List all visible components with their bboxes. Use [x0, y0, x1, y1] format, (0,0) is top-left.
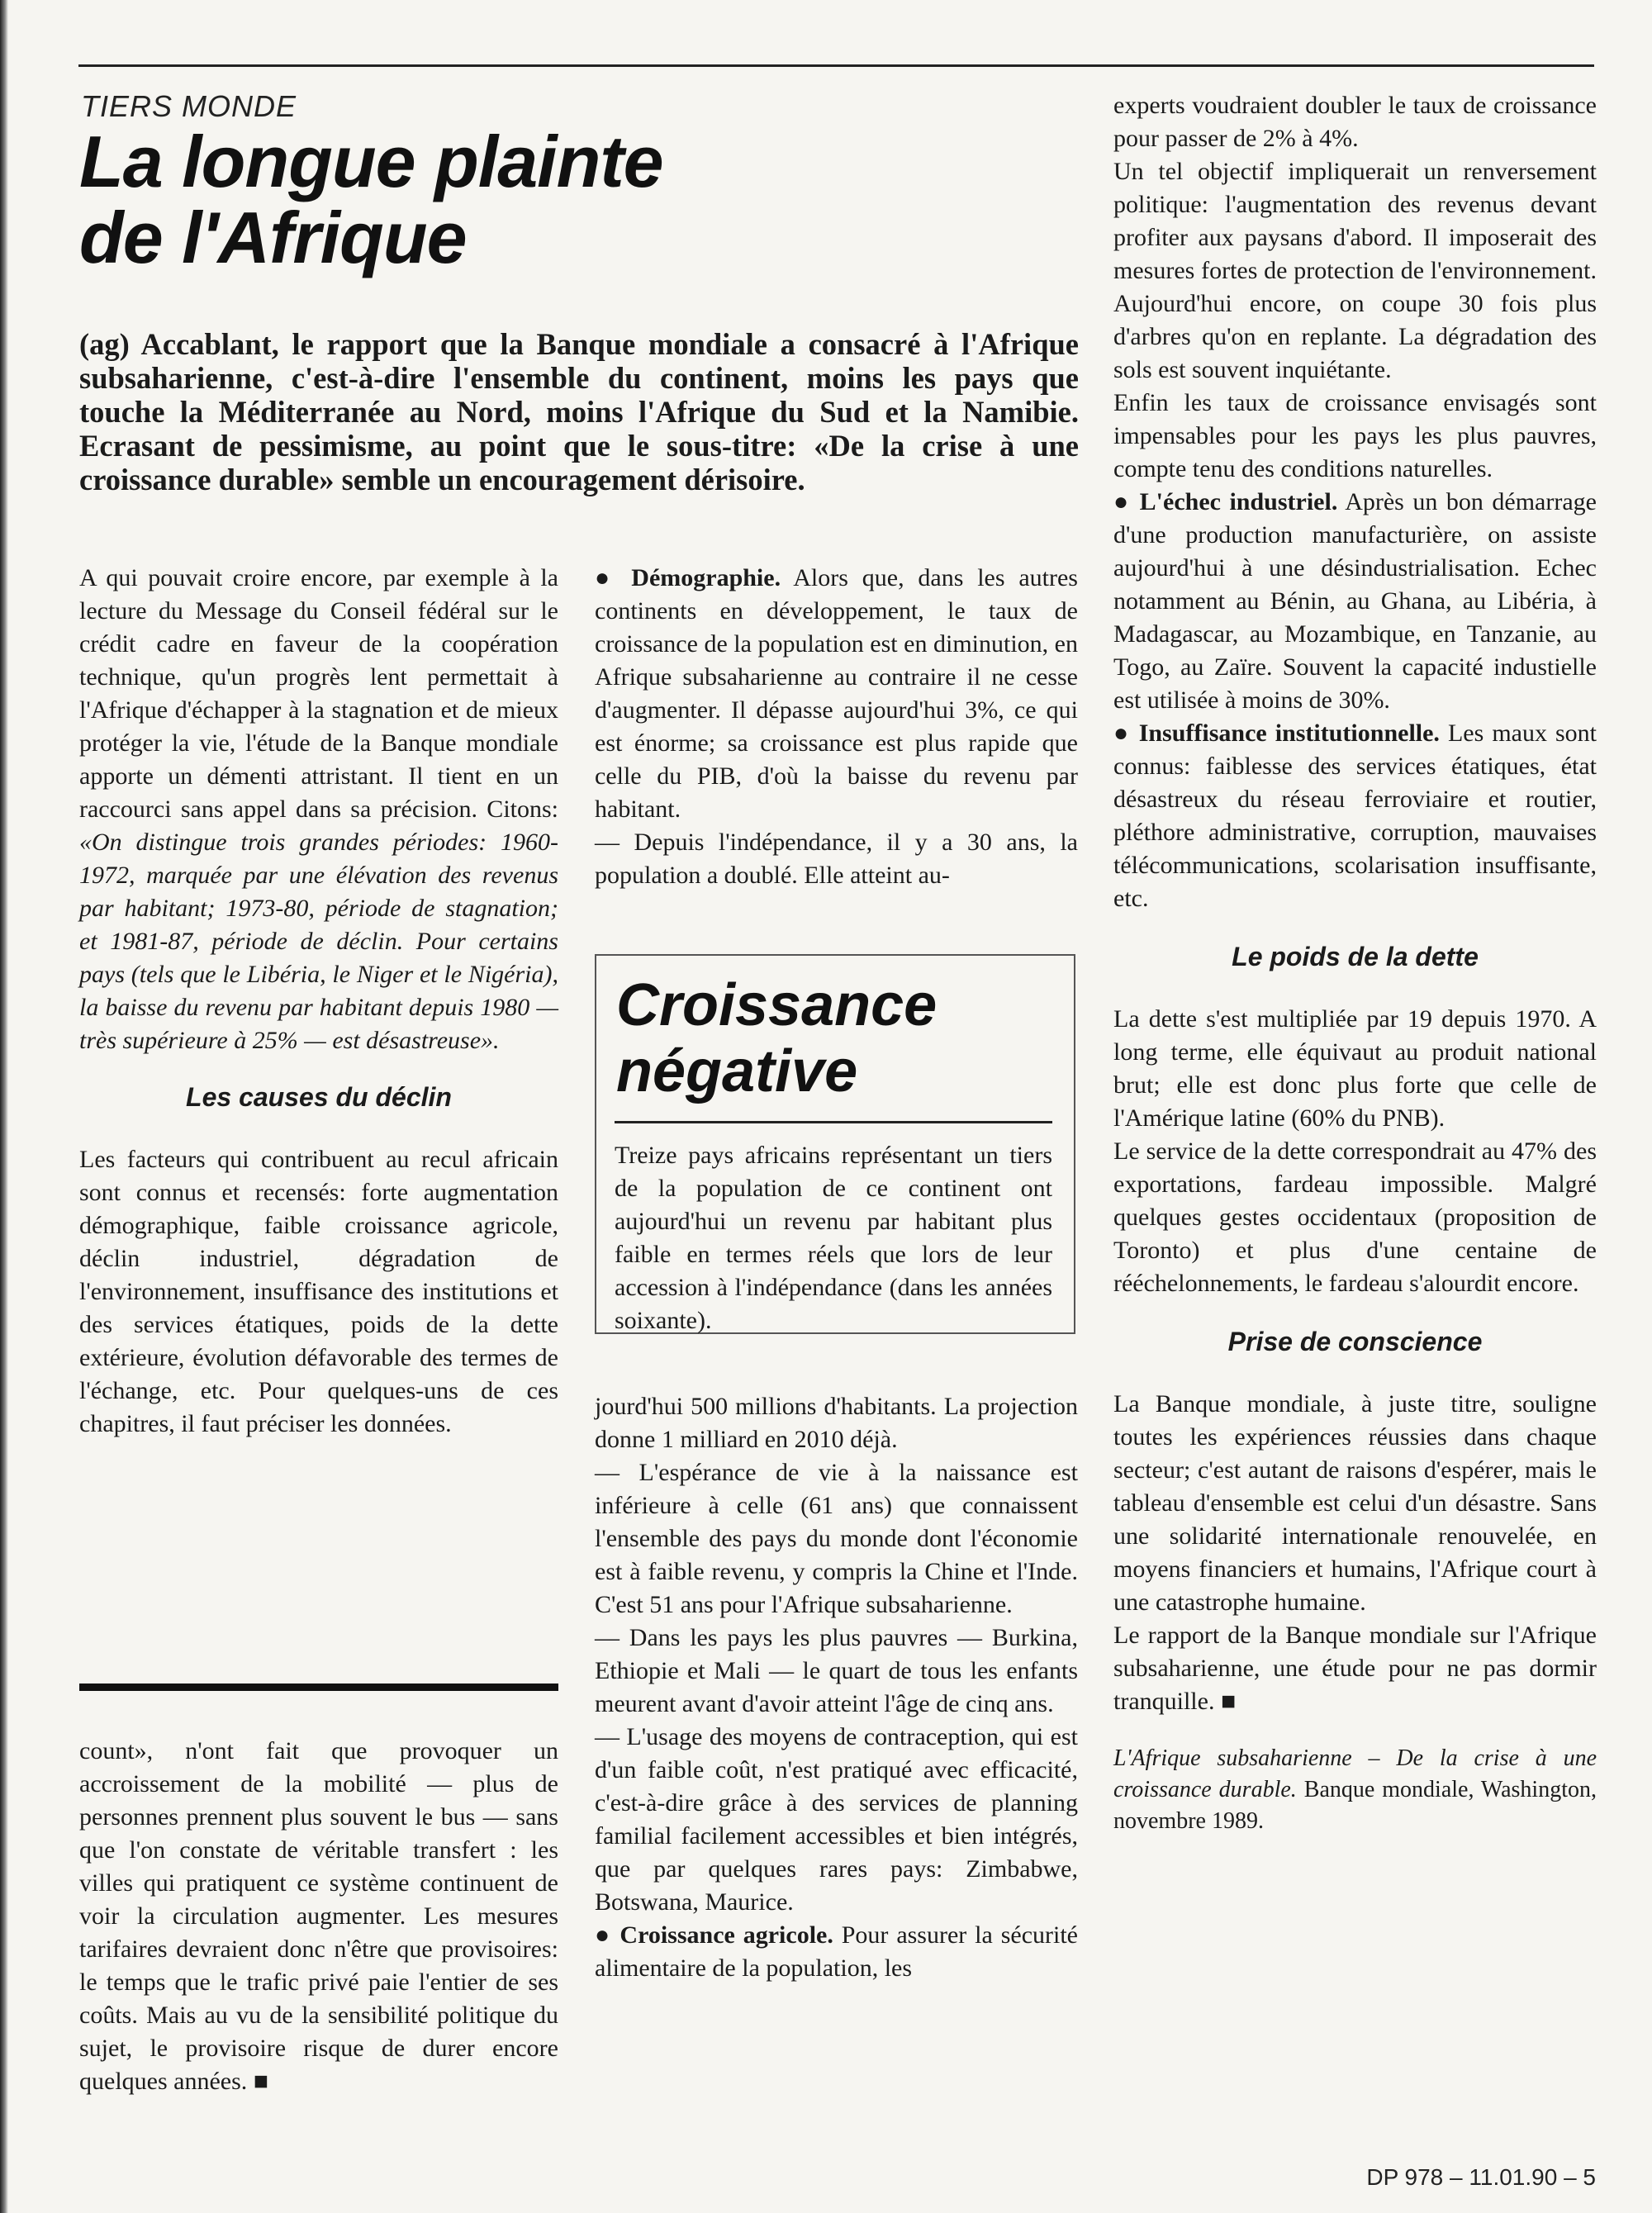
box-title-line-1: Croissance [616, 972, 938, 1038]
subheading-causes: Les causes du déclin [186, 1082, 452, 1112]
col1-paragraph-1 [79, 562, 558, 1057]
column-3 [1113, 89, 1597, 1837]
col3-p2: Un tel objectif impliquerait un renversement politique: l'augmentation des revenus devant profiter aux paysans d'abord. Il imposerait des mesures fortes de protection de l'environnement. Aujourd'hui encore, on coupe 30 fois plus d'arbres qu'on en replante. La dégradation des sols est souvent inquiétante. [1113, 158, 1597, 383]
col1-paragraph-2: Les facteurs qui contribuent au recul africain sont connus et recensés: forte augmentation démographique, faible croissance agricole, déclin industriel, dégradation de l'environnement, insuffisance des institutions et des services étatiques, poids de la dette extérieure, évolution défavorable des termes de l'échange, etc. Pour quelques-uns de ces chapitres, il faut préciser les données. [79, 1146, 558, 1437]
col1-p1-text: A qui pouvait croire encore, par exemple à la lecture du Message du Conseil fédéral sur le crédit cadre en faveur de la coopération technique, qu'un progrès lent permettait à l'Afrique d'échapper à la stagnation et de mieux protéger la vie, l'étude de la Banque mondiale apporte un démenti attristant. Il tient en un raccourci sans appel dans sa précision. Citons: [79, 564, 558, 823]
box-rule [615, 1121, 1052, 1123]
demographie-heading: Démographie. [631, 564, 781, 591]
column-1-continued [79, 1735, 558, 2098]
box-text: Treize pays africains représentant un tiers de la population de ce continent ont aujourd'hui un revenu par habitant plus faible en termes réels que lors de leur accession à l'indépendance (dans les années soixante). [615, 1142, 1052, 1334]
col1-quote: «On distingue trois grandes périodes: 1960-1972, marquée par une élévation des revenus par habitant; 1973-80, période de stagnation; et 1981-87, période de déclin. Pour certains pays (tels que le Libéria, le Niger et le Nigéria), la baisse du revenu par habitant depuis 1980 — très supérieure à 25% — est désastreuse». [79, 829, 558, 1054]
institution-paragraph: ● Insuffisance institutionnelle. Les maux sont connus: faiblesse des services étatiques, état désastreux du réseau ferroviaire et routier, pléthore administrative, corruption, mauvaises télécommunications, scolarisation insuffisante, etc. [1113, 719, 1597, 912]
institution-text: Les maux sont connus: faiblesse des services étatiques, état désastreux du réseau ferroviaire et routier, pléthore administrative, corruption, mauvaises télécommunications, scolarisation insuffisante, etc. [1113, 719, 1597, 912]
agriculture-heading: Croissance agricole. [620, 1921, 833, 1949]
demographie-paragraph-2: — Depuis l'indépendance, il y a 30 ans, la population a doublé. Elle atteint au- [595, 829, 1078, 889]
demographie-text: Alors que, dans les autres continents en développement, le taux de croissance de la population est en diminution, en Afrique subsaharienne au contraire il ne cesse d'augmenter. Il dépasse aujourd'hui 3%, ce qui est énorme; sa croissance est plus rapide que celle du PIB, d'où la baisse du revenu par habitant. [595, 564, 1078, 823]
column-2-continued [595, 1390, 1078, 1985]
col2-cont-2: — L'espérance de vie à la naissance est inférieure à celle (61 ans) que connaissent l'ensemble des pays du monde dont l'économie est à faible revenu, y compris la Chine et l'Inde. C'est 51 ans pour l'Afrique subsaharienne. [595, 1459, 1078, 1618]
dette-paragraph-2: Le service de la dette correspondrait au 47% des exportations, fardeau impossible. Malgré quelques gestes occidentaux (proposition de Toronto) et plus d'une centaine de rééchelonnements, le fardeau s'alourdit encore. [1113, 1137, 1597, 1297]
column-1 [79, 562, 558, 1441]
conscience-paragraph-1: La Banque mondiale, à juste titre, souligne toutes les expériences réussies dans chaque secteur; c'est autant de raisons d'espérer, mais le tableau d'ensemble est celui d'un désastre. Sans une solidarité internationale renouvelée, en moyens financiers et humains, l'Afrique court à une catastrophe humaine. [1113, 1390, 1597, 1616]
col3-p3: Enfin les taux de croissance envisagés sont impensables pour les pays les plus pauvres, compte tenu des conditions naturelles. [1113, 389, 1597, 482]
agriculture-paragraph: ● Croissance agricole. Pour assurer la sécurité alimentaire de la population, les [595, 1921, 1078, 1982]
industrie-heading: L'échec industriel. [1139, 488, 1338, 515]
reference-publisher: Banque mondiale, Washington, novembre 1989. [1113, 1777, 1597, 1834]
top-rule [78, 64, 1594, 67]
col2-cont-1: jourd'hui 500 millions d'habitants. La projection donne 1 milliard en 2010 déjà. [595, 1393, 1078, 1453]
col2-cont-4: — L'usage des moyens de contraception, qui est d'un faible coût, n'est pratiqué avec efficacité, c'est-à-dire grâce à des services de planning familial facilement accessibles et bien intégrés, que par quelques rares pays: Zimbabwe, Botswana, Maurice. [595, 1723, 1078, 1916]
reference-note [1113, 1743, 1597, 1837]
demographie-paragraph: ● Démographie. Alors que, dans les autres continents en développement, le taux de croissance de la population est en diminution, en Afrique subsaharienne au contraire il ne cesse d'augmenter. Il dépasse aujourd'hui 3%, ce qui est énorme; sa croissance est plus rapide que celle du PIB, d'où la baisse du revenu par habitant. [595, 564, 1078, 823]
industrie-text: Après un bon démarrage d'une production manufacturière, on assiste aujourd'hui à une désindustrialisation. Echec notamment au Bénin, au Ghana, au Libéria, à Madagascar, au Mozambique, en Tanzanie, au Togo, au Zaïre. Souvent la capacité industielle est utilisée à moins de 30%. [1113, 488, 1597, 714]
headline-line-2: de l'Afrique [79, 197, 467, 278]
headline-line-1: La longue plainte [79, 121, 663, 202]
box-title-line-2: négative [616, 1038, 858, 1104]
headline [79, 121, 806, 278]
industrie-paragraph: ● L'échec industriel. Après un bon démarrage d'une production manufacturière, on assiste aujourd'hui à une désindustrialisation. Echec notamment au Bénin, au Ghana, au Libéria, à Madagascar, au Mozambique, en Tanzanie, au Togo, au Zaïre. Souvent la capacité industielle est utilisée à moins de 30%. [1113, 488, 1597, 714]
box-title [616, 972, 937, 1104]
col3-p1: experts voudraient doubler le taux de croissance pour passer de 2% à 4%. [1113, 92, 1597, 152]
agriculture-text: Pour assurer la sécurité alimentaire de la population, les [595, 1921, 1078, 1982]
reference-title: L'Afrique subsaharienne – De la crise à une croissance durable. [1113, 1745, 1597, 1802]
separator-rule [79, 1683, 558, 1691]
dette-paragraph-1: La dette s'est multipliée par 19 depuis 1970. A long terme, elle équivaut au produit national brut; elle est donc plus forte que celle de l'Amérique latine (60% du PNB). [1113, 1005, 1597, 1132]
page-footer: DP 978 – 11.01.90 – 5 [1366, 2164, 1596, 2190]
rubric: TIERS MONDE [81, 89, 297, 123]
col2-cont-3: — Dans les pays les plus pauvres — Burkina, Ethiopie et Mali — le quart de tous les enfants meurent avant d'avoir atteint l'âge de cinq ans. [595, 1624, 1078, 1717]
subheading-conscience: Prise de conscience [1227, 1327, 1483, 1356]
col1-continued-text: count», n'ont fait que provoquer un accroissement de la mobilité — plus de personnes prennent plus souvent le bus — sans que l'on constate de véritable transfert : les villes qui pratiquent ce système continuent de voir la circulation augmenter. Les mesures tarifaires devraient donc n'être que provisoires: le temps que le trafic privé paie l'entier de ses coûts. Mais au vu de la sensibilité politique du sujet, le provisoire risque de durer encore quelques années. ■ [79, 1737, 558, 2095]
sidebar-box [595, 954, 1075, 1334]
column-2 [595, 562, 1078, 892]
institution-heading: Insuffisance institutionnelle. [1138, 719, 1440, 747]
scan-edge-shadow [0, 0, 8, 2213]
lead-paragraph: (ag) Accablant, le rapport que la Banque mondiale a consacré à l'Afrique subsaharienne, c'est-à-dire l'ensemble du continent, moins les pays que touche la Méditerranée au Nord, moins l'Afrique du Sud et la Namibie. Ecrasant de pessimisme, au point que le sous-titre: «De la crise à une croissance durable» semble un encouragement dérisoire. [79, 327, 1079, 496]
conscience-paragraph-2: Le rapport de la Banque mondiale sur l'Afrique subsaharienne, une étude pour ne pas dormir tranquille. ■ [1113, 1622, 1597, 1715]
subheading-dette: Le poids de la dette [1232, 942, 1479, 971]
